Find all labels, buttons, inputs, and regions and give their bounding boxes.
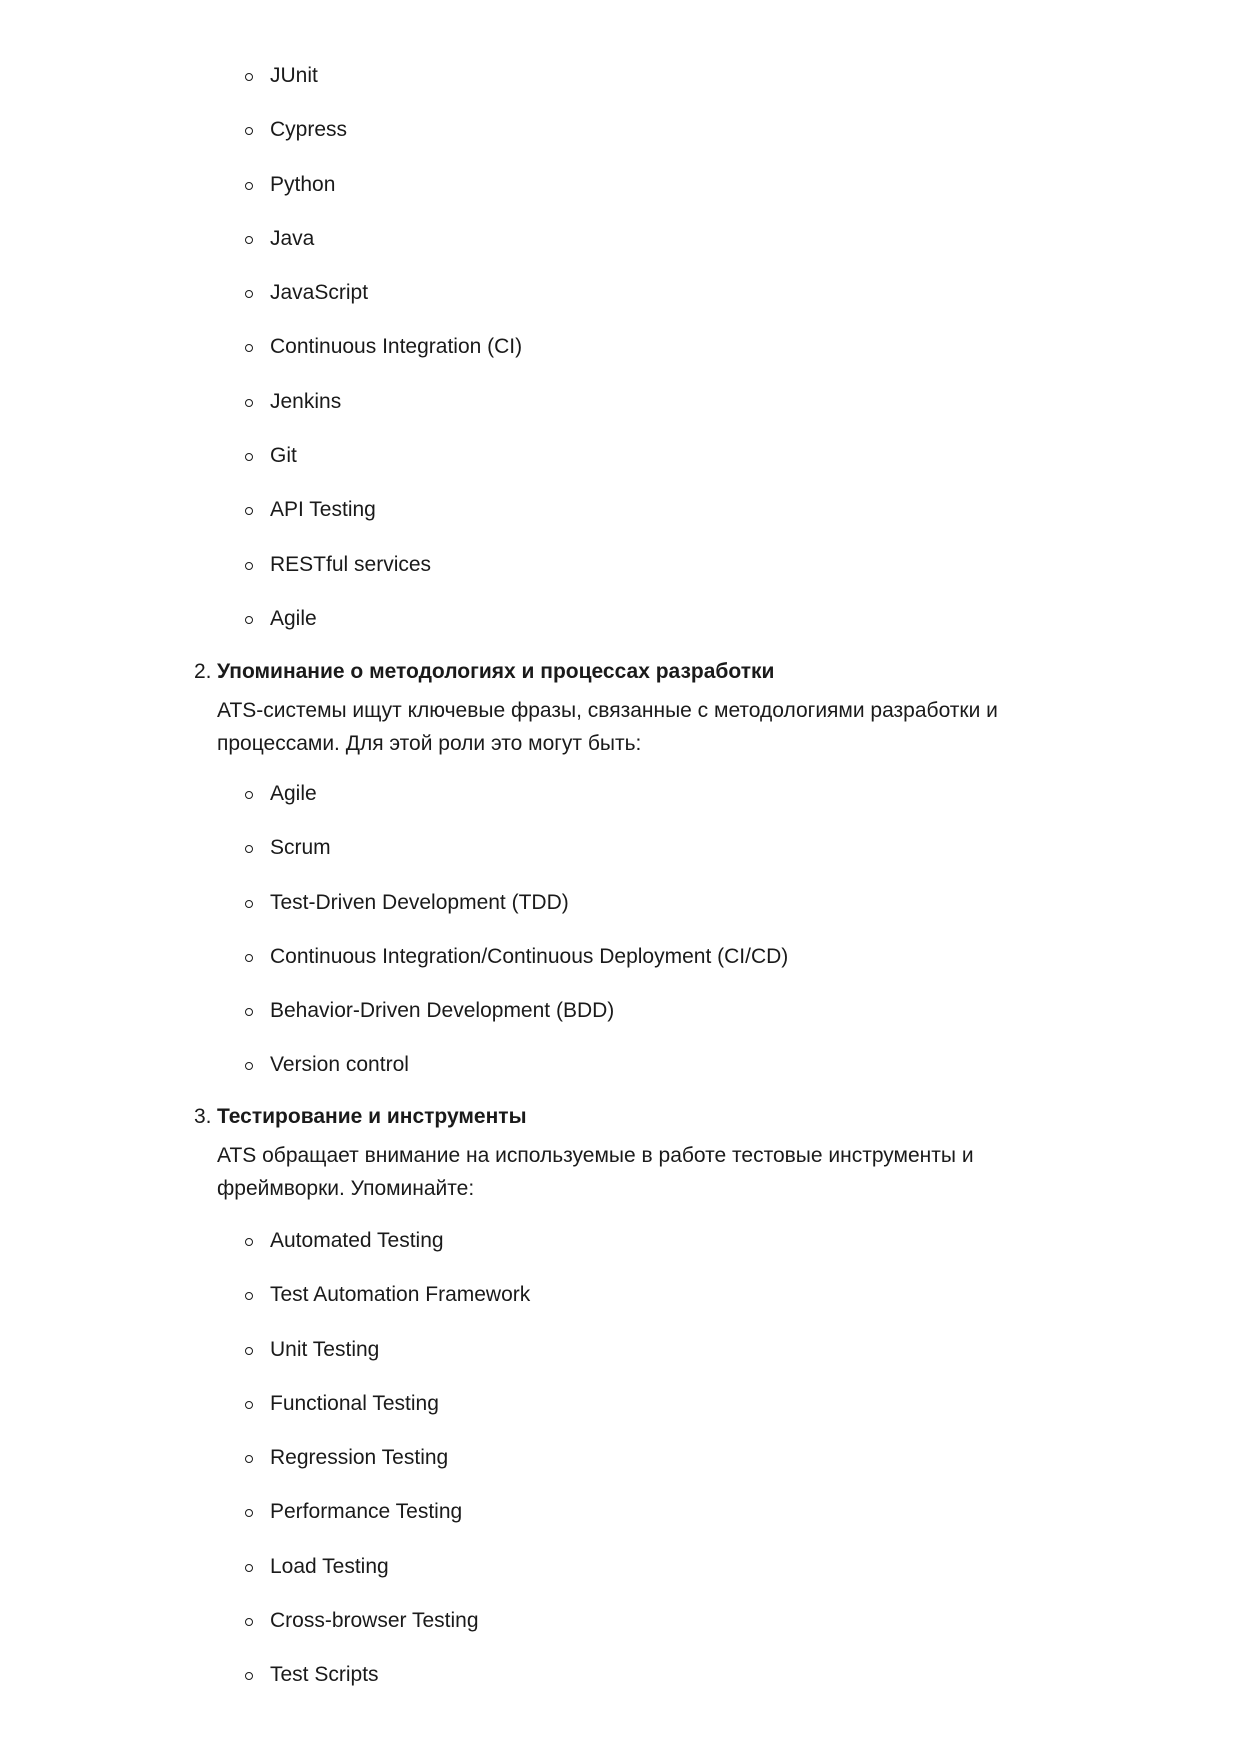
section-number: 3.: [194, 1105, 212, 1128]
methodologies-bullet-list: [245, 782, 788, 1108]
section-title: Тестирование и инструменты: [217, 1105, 527, 1128]
list-item: Cross-browser Testing: [245, 1609, 530, 1663]
section-heading: [194, 1105, 1024, 1129]
section-title: Упоминание о методологиях и процессах разработки: [217, 660, 775, 683]
list-item: Load Testing: [245, 1555, 530, 1609]
list-item: Regression Testing: [245, 1446, 530, 1500]
list-item: Agile: [245, 607, 522, 661]
list-item: Unit Testing: [245, 1338, 530, 1392]
list-item: JavaScript: [245, 281, 522, 335]
list-item: Automated Testing: [245, 1229, 530, 1283]
list-item: Functional Testing: [245, 1392, 530, 1446]
list-item: Behavior-Driven Development (BDD): [245, 999, 788, 1053]
list-item: Test Scripts: [245, 1663, 530, 1717]
skills-bullet-list: [245, 64, 522, 661]
list-item: Version control: [245, 1053, 788, 1107]
list-item: Performance Testing: [245, 1500, 530, 1554]
section-description: ATS-системы ищут ключевые фразы, связанные с методологиями разработки и процессами. Для этой роли это могут быть:: [217, 699, 998, 755]
section-description: ATS обращает внимание на используемые в работе тестовые инструменты и фреймворки. Упоминайте:: [217, 1144, 974, 1200]
section-testing-tools: [194, 1105, 1024, 1205]
list-item: Test Automation Framework: [245, 1283, 530, 1337]
list-item: Continuous Integration (CI): [245, 335, 522, 389]
section-heading: [194, 660, 1024, 684]
list-item: Scrum: [245, 836, 788, 890]
list-item: Cypress: [245, 118, 522, 172]
section-number: 2.: [194, 660, 212, 683]
list-item: Python: [245, 173, 522, 227]
list-item: Java: [245, 227, 522, 281]
list-item: RESTful services: [245, 553, 522, 607]
list-item: Jenkins: [245, 390, 522, 444]
list-item: Test-Driven Development (TDD): [245, 891, 788, 945]
list-item: JUnit: [245, 64, 522, 118]
list-item: Git: [245, 444, 522, 498]
list-item: API Testing: [245, 498, 522, 552]
list-item: Continuous Integration/Continuous Deployment (CI/CD): [245, 945, 788, 999]
section-methodologies: [194, 660, 1024, 760]
testing-tools-bullet-list: [245, 1229, 530, 1718]
list-item: Agile: [245, 782, 788, 836]
